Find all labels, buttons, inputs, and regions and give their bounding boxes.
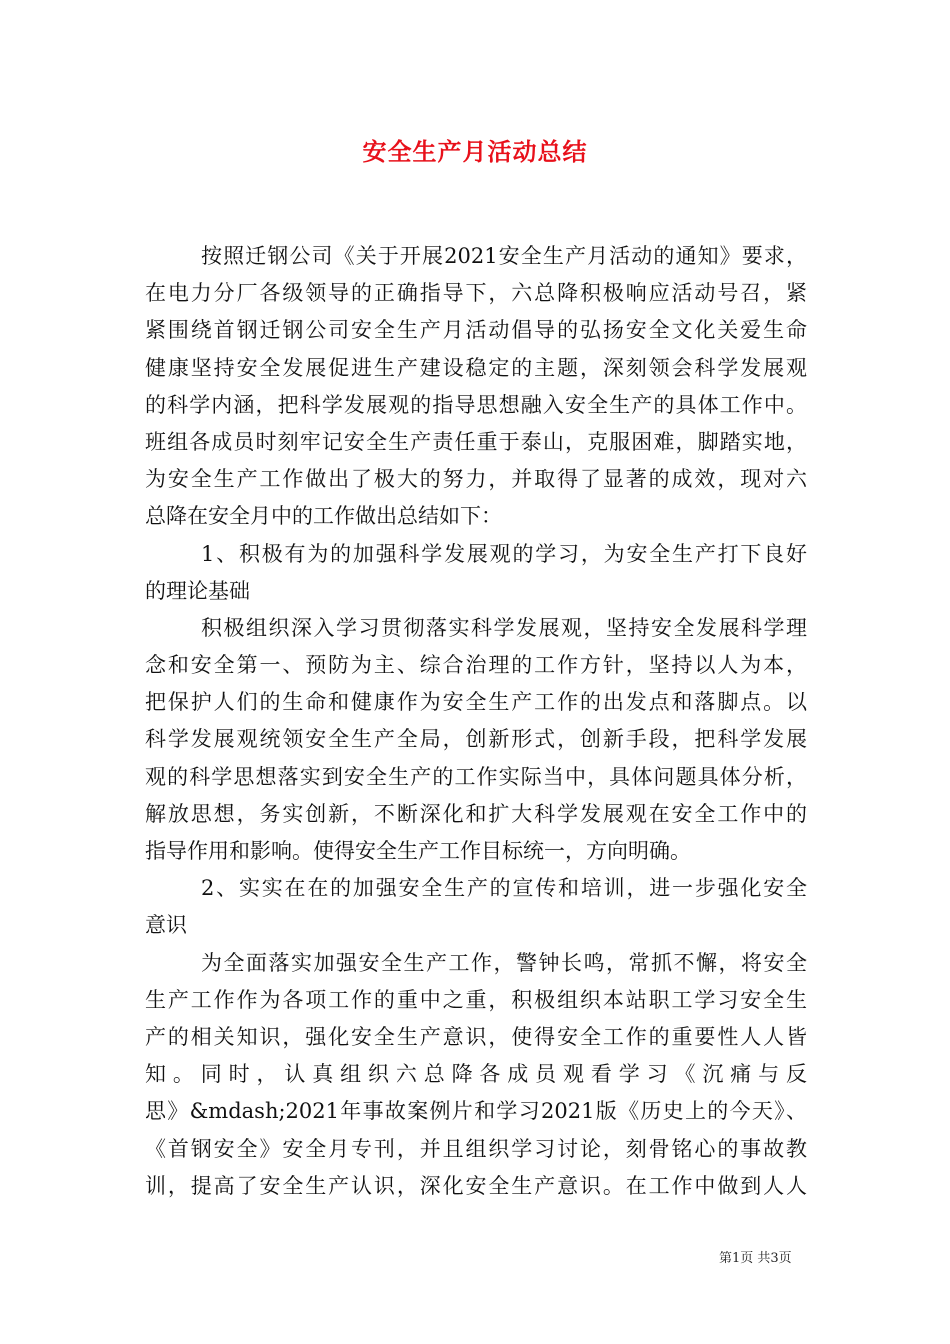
text-line: 训，提高了安全生产认识，深化安全生产意识。在工作中做到人人 [145,1173,807,1198]
text-line: 总降在安全月中的工作做出总结如下： [145,504,502,529]
text-line: 健康坚持安全发展促进生产建设稳定的主题，深刻领会科学发展观 [145,355,807,380]
text-line: 《首钢安全》安全月专刊，并且组织学习讨论，刻骨铭心的事故教 [145,1136,807,1161]
text-line: 产的相关知识，强化安全生产意识，使得安全工作的重要性人人皆 [145,1024,807,1049]
text-line: 解放思想，务实创新，不断深化和扩大科学发展观在安全工作中的 [145,801,807,826]
text-line: 念和安全第一、预防为主、综合治理的工作方针，坚持以人为本， [145,653,807,678]
page-number: 第1页 共3页 [719,1251,792,1266]
document-title: 安全生产月活动总结 [362,137,588,166]
text-line: 紧围绕首钢迁钢公司安全生产月活动倡导的弘扬安全文化关爱生命 [145,318,807,343]
document-body [145,238,807,1205]
text-line: 意识 [145,913,187,938]
text-line: 班组各成员时刻牢记安全生产责任重于泰山，克服困难，脚踏实地， [145,429,807,454]
text-line: 思》&mdash;2021年事故案例片和学习2021版《历史上的今天》、 [145,1099,807,1124]
text-line: 在电力分厂各级领导的正确指导下，六总降积极响应活动号召，紧 [145,281,807,306]
text-line: 科学发展观统领安全生产全局，创新形式，创新手段，把科学发展 [145,727,807,752]
text-line: 观的科学思想落实到安全生产的工作实际当中，具体问题具体分析， [145,764,807,789]
text-line: 知。同时，认真组织六总降各成员观看学习《沉痛与反 [145,1062,807,1087]
text-line: 1、积极有为的加强科学发展观的学习，为安全生产打下良好 [201,541,807,566]
text-line: 的理论基础 [145,578,250,603]
text-line: 生产工作作为各项工作的重中之重，积极组织本站职工学习安全生 [145,987,807,1012]
text-line: 为全面落实加强安全生产工作，警钟长鸣，常抓不懈，将安全 [201,950,807,975]
text-line: 把保护人们的生命和健康作为安全生产工作的出发点和落脚点。以 [145,690,807,715]
text-line: 按照迁钢公司《关于开展2021安全生产月活动的通知》要求， [201,244,807,268]
text-line: 积极组织深入学习贯彻落实科学发展观，坚持安全发展科学理 [201,615,807,640]
text-line: 指导作用和影响。使得安全生产工作目标统一，方向明确。 [145,839,691,863]
text-line: 为安全生产工作做出了极大的努力，并取得了显著的成效，现对六 [145,467,807,492]
text-line: 2、实实在在的加强安全生产的宣传和培训，进一步强化安全 [201,876,807,901]
text-line: 的科学内涵，把科学发展观的指导思想融入安全生产的具体工作中。 [145,392,807,417]
